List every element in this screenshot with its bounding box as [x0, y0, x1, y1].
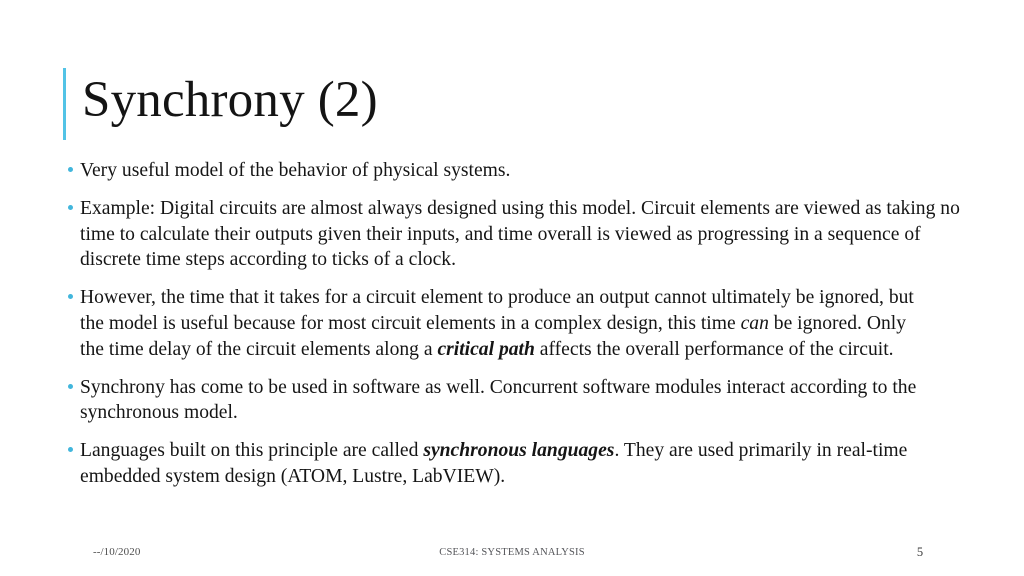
- emphasis-can: can: [740, 312, 769, 334]
- bullet-dot-icon: [68, 384, 73, 389]
- slide-footer: [0, 543, 1024, 567]
- slide-number: 5: [916, 545, 924, 559]
- bullet-item-4: [66, 375, 920, 427]
- title-accent-bar: [63, 68, 66, 140]
- bullet-dot-icon: [68, 447, 73, 452]
- bullet-text-3: However, the time that it takes for a circuit element to produce an output cannot ultimately be ignored, but the model is useful because for most circuit elements in a complex design, this time can be ignored. Only the time delay of the circuit elements along a critical path affects the overall performance of the circuit.: [80, 287, 914, 360]
- bullet-dot-icon: [68, 294, 73, 299]
- bullet-text-1: Very useful model of the behavior of physical systems.: [80, 160, 511, 181]
- page-title: Synchrony (2): [82, 72, 378, 128]
- bullet-text-4: Synchrony has come to be used in software as well. Concurrent software modules interact according to the synchronous model.: [80, 376, 917, 424]
- emphasis-synchronous-languages: synchronous languages: [423, 440, 615, 462]
- footer-course-label: CSE314: SYSTEMS ANALYSIS: [439, 547, 585, 558]
- bullet-text-5: Languages built on this principle are called synchronous languages. They are used primarily in real-time embedded system design (ATOM, Lustre, LabVIEW).: [80, 440, 908, 487]
- bullet-dot-icon: [68, 205, 73, 210]
- bullet-item-3: [66, 285, 928, 362]
- bullet-item-1: [66, 158, 640, 184]
- bullet-text-2: Example: Digital circuits are almost always designed using this model. Circuit elements are viewed as taking no time to calculate their outputs given their inputs, and time overall is viewed as progressing in a sequence of discrete time steps according to ticks of a clock.: [80, 197, 960, 271]
- bullet-item-2: [66, 196, 966, 273]
- slide-title-block: [63, 66, 943, 142]
- bullet-item-5: [66, 438, 968, 490]
- bullet-dot-icon: [68, 167, 73, 172]
- emphasis-critical-path: critical path: [437, 338, 535, 360]
- slide-body: [66, 158, 958, 490]
- footer-date: --/10/2020: [93, 546, 141, 558]
